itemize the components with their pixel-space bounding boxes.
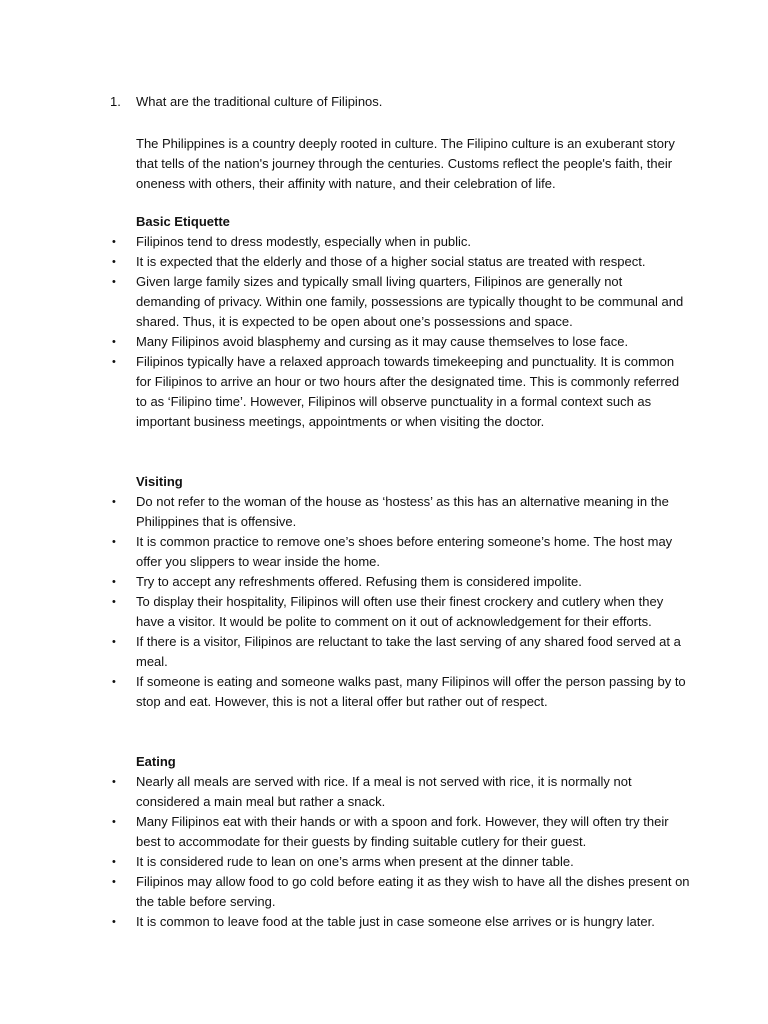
bullet-list: [110, 232, 690, 432]
bullet-icon: •: [112, 356, 116, 368]
list-item: • Nearly all meals are served with rice. If a meal is not served with rice, it is normally not considered a main meal but rather a snack.: [112, 774, 632, 809]
bullet-icon: •: [112, 676, 116, 688]
section-heading: Visiting: [136, 474, 183, 489]
bullet-icon: •: [112, 576, 116, 588]
section-eating: [110, 752, 690, 932]
list-item: • Many Filipinos avoid blasphemy and cursing as it may cause themselves to lose face.: [110, 332, 690, 352]
list-item: • It is considered rude to lean on one’s arms when present at the dinner table.: [110, 852, 690, 872]
bullet-icon: •: [112, 336, 116, 348]
list-item: • Filipinos typically have a relaxed approach towards timekeeping and punctuality. It is common for Filipinos to arrive an hour or two hours after the designated time. This is commonly referred to as ‘Filipino time’. However, Filipinos will observe punctuality in a formal context such as important business meetings, appointments or when visiting the doctor.: [112, 354, 680, 429]
list-item: • Many Filipinos eat with their hands or with a spoon and fork. However, they will often try their best to accommodate for their guests by finding suitable cutlery for their guest.: [112, 814, 669, 849]
section-heading: Eating: [136, 754, 176, 769]
bullet-icon: •: [112, 876, 116, 888]
bullet-icon: •: [112, 276, 116, 288]
bullet-icon: •: [112, 536, 116, 548]
bullet-icon: •: [112, 856, 116, 868]
list-item: • Filipinos tend to dress modestly, especially when in public.: [110, 232, 690, 252]
section-heading: Basic Etiquette: [136, 214, 230, 229]
section-basic-etiquette: [110, 212, 690, 432]
list-item: • It is expected that the elderly and those of a higher social status are treated with respect.: [110, 252, 690, 272]
bullet-icon: •: [112, 256, 116, 268]
bullet-icon: •: [112, 236, 116, 248]
bullet-list: [110, 492, 690, 712]
bullet-icon: •: [112, 636, 116, 648]
bullet-icon: •: [112, 496, 116, 508]
list-item: • If someone is eating and someone walks past, many Filipinos will offer the person passing by to stop and eat. However, this is not a literal offer but rather out of respect.: [112, 674, 686, 709]
bullet-list: [110, 772, 690, 932]
list-item: • If there is a visitor, Filipinos are reluctant to take the last serving of any shared food served at a meal.: [112, 634, 681, 669]
list-item: • It is common practice to remove one’s shoes before entering someone’s home. The host may offer you slippers to wear inside the home.: [112, 534, 673, 569]
bullet-icon: •: [112, 776, 116, 788]
list-item: • Do not refer to the woman of the house as ‘hostess’ as this has an alternative meaning in the Philippines that is offensive.: [112, 494, 669, 529]
bullet-icon: •: [112, 916, 116, 928]
question-text: What are the traditional culture of Filipinos.: [136, 94, 383, 109]
list-item: • Filipinos may allow food to go cold before eating it as they wish to have all the dishes present on the table before serving.: [112, 874, 690, 909]
bullet-icon: •: [112, 596, 116, 608]
list-item: • Given large family sizes and typically small living quarters, Filipinos are generally not demanding of privacy. Within one family, possessions are typically thought to be communal and shared. Thus, it is expected to be open about one’s possessions and space.: [112, 274, 684, 329]
list-item: • It is common to leave food at the table just in case someone else arrives or is hungry later.: [110, 912, 690, 932]
list-item: • Try to accept any refreshments offered. Refusing them is considered impolite.: [110, 572, 690, 592]
bullet-icon: •: [112, 816, 116, 828]
intro-paragraph: The Philippines is a country deeply rooted in culture. The Filipino culture is an exuberant story that tells of the nation's journey through the centuries. Customs reflect the people's faith, their oneness with others, their affinity with nature, and their celebration of life.: [136, 136, 675, 191]
list-item: • To display their hospitality, Filipinos will often use their finest crockery and cutlery when they have a visitor. It would be polite to comment on it out of acknowledgement for their efforts.: [112, 594, 664, 629]
section-visiting: [110, 472, 690, 712]
question-line: [110, 92, 382, 112]
question-number: 1.: [110, 94, 121, 109]
